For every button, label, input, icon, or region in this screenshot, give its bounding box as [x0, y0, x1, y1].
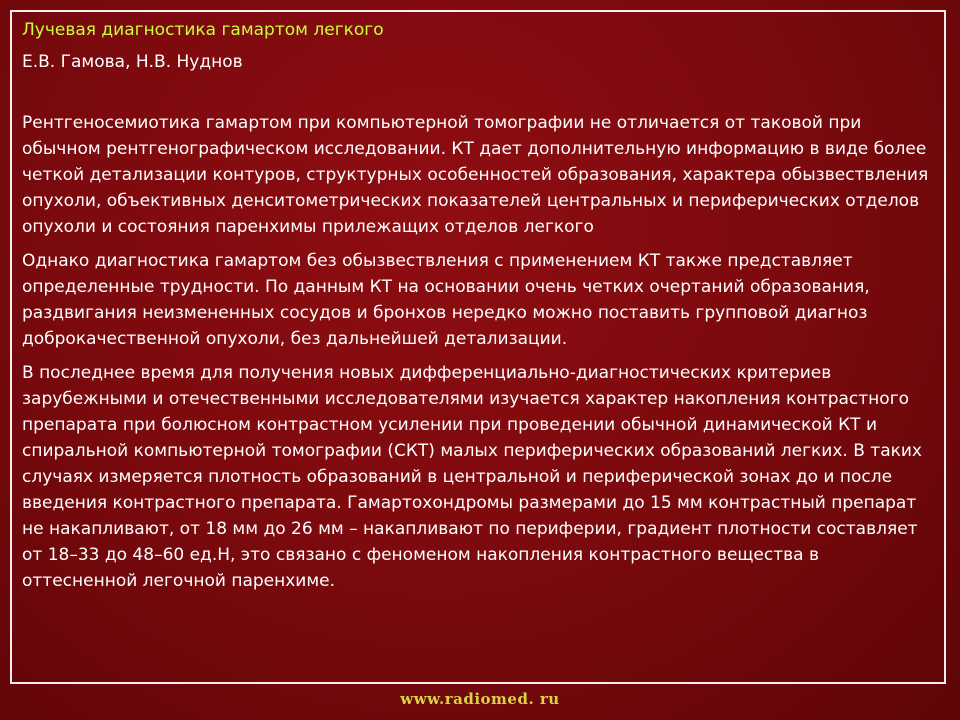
slide-body	[22, 110, 938, 602]
slide-authors: Е.В. Гамова, Н.В. Нуднов	[22, 52, 243, 72]
slide-title: Лучевая диагностика гамартом легкого	[22, 20, 384, 40]
paragraph-ct-semiotics: Рентгеносемиотика гамартом при компьютерной томографии не отличается от таковой при обычном рентгенографическом исследовании. КТ дает дополнительную информацию в виде более четкой детализации контуров, структурных особенностей образования, характера обызвествления опухоли, объективных денситометрических показателей центральных и периферических отделов опухоли и состояния паренхимы прилежащих отделов легкого	[22, 113, 929, 237]
footer-url: www.radiomed. ru	[400, 690, 560, 708]
paragraph-diagnostic-difficulties: Однако диагностика гамартом без обызвествления с применением КТ также представляет определенные трудности. По данным КТ на основании очень четких очертаний образования, раздвигания неизмененных сосудов и бронхов нередко можно поставить групповой диагноз доброкачественной опухоли, без дальнейшей детализации.	[22, 251, 870, 349]
paragraph-contrast-enhancement: В последнее время для получения новых дифференциально-диагностических критериев зарубежными и отечественными исследователями изучается характер накопления контрастного препарата при болюсном контрастном усилении при проведении обычной динамической КТ и спиральной компьютерной томографии (СКТ) малых периферических образований легких. В таких случаях измеряется плотность образований в центральной и периферической зонах до и после введения контрастного препарата. Гамартохондромы размерами до 15 мм контрастный препарат не накапливают, от 18 мм до 26 мм – накапливают по периферии, градиент плотности составляет от 18–33 до 48–60 ед.Н, это связано с феноменом накопления контрастного вещества в оттесненной легочной паренхиме.	[22, 363, 922, 591]
